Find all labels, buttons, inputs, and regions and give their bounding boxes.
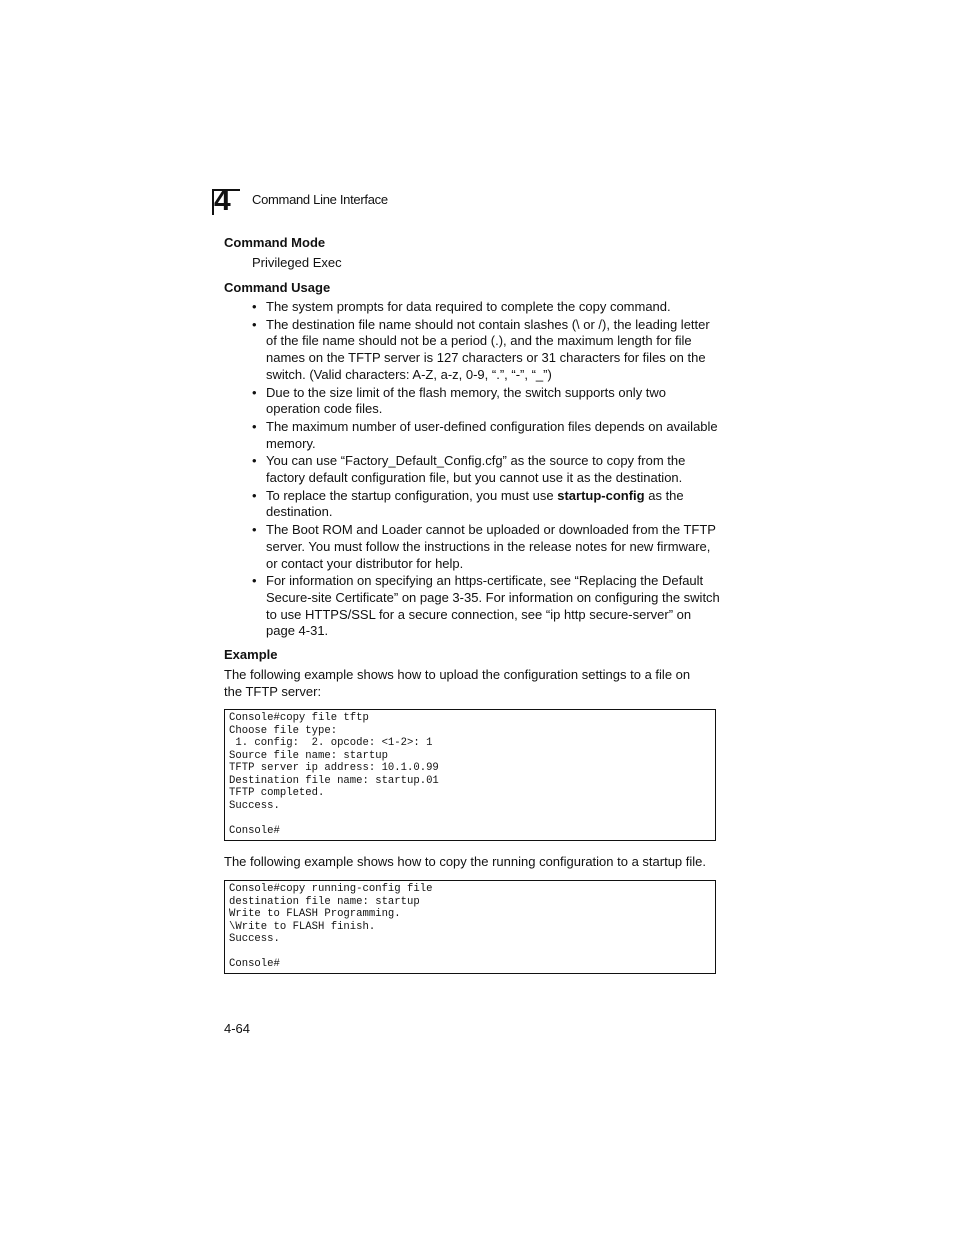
list-item: • The system prompts for data required to complete the copy command. <box>252 299 671 314</box>
list-item: • Due to the size limit of the flash memory, the switch supports only two operation code files. <box>252 384 667 417</box>
startup-config-keyword: startup-config <box>557 487 645 503</box>
example-heading: Example <box>224 647 278 662</box>
list-item: • For information on specifying an https-certificate, see “Replacing the Default Secure-site Certificate” on page 3-35. For information on configuring the switch to use HTTPS/SSL for a secure connection, see “ip http secure-server” on page 4-31. <box>252 573 720 639</box>
list-item: • To replace the startup configuration, you must use startup-config as the destination. <box>252 487 684 520</box>
list-item: • You can use “Factory_Default_Config.cfg” as the source to copy from the factory default configuration file, but you cannot use it as the destination. <box>252 453 686 486</box>
command-usage-heading: Command Usage <box>224 280 331 295</box>
code-block-upload <box>224 709 716 841</box>
page-number: 4-64 <box>224 1021 251 1036</box>
chapter-number: 4 <box>214 184 231 217</box>
example-intro-upload: The following example shows how to upload the configuration settings to a file on the TFTP server: <box>224 667 691 699</box>
code-block-copy-running <box>224 880 716 974</box>
example-intro-copy-running: The following example shows how to copy the running configuration to a startup file. <box>224 854 706 869</box>
code-text-copy-running: Console#copy running-config file destination file name: startup Write to FLASH Programming. \Write to FLASH finish. Success. Console# <box>229 883 433 970</box>
running-head-title: Command Line Interface <box>252 192 388 207</box>
code-text-upload: Console#copy file tftp Choose file type: 1. config: 2. opcode: <1-2>: 1 Source file name: startup TFTP server ip address: 10.1.0.99 Destination file name: startup.01 TFTP completed. Success. Console# <box>229 712 439 837</box>
command-usage-list <box>252 299 722 641</box>
command-mode-heading: Command Mode <box>224 235 326 250</box>
command-mode-text: Privileged Exec <box>252 255 342 270</box>
list-item: • The maximum number of user-defined configuration files depends on available memory. <box>252 418 718 451</box>
list-item: • The destination file name should not contain slashes (\ or /), the leading letter of the file name should not be a period (.), and the maximum length for file names on the TFTP server is 127 characters or 31 characters for files on the switch. (Valid characters: A-Z, a-z, 0-9, “.”, “-”, “_”) <box>252 316 710 382</box>
list-item: • The Boot ROM and Loader cannot be uploaded or downloaded from the TFTP server. You must follow the instructions in the release notes for new firmware, or contact your distributor for help. <box>252 522 716 571</box>
